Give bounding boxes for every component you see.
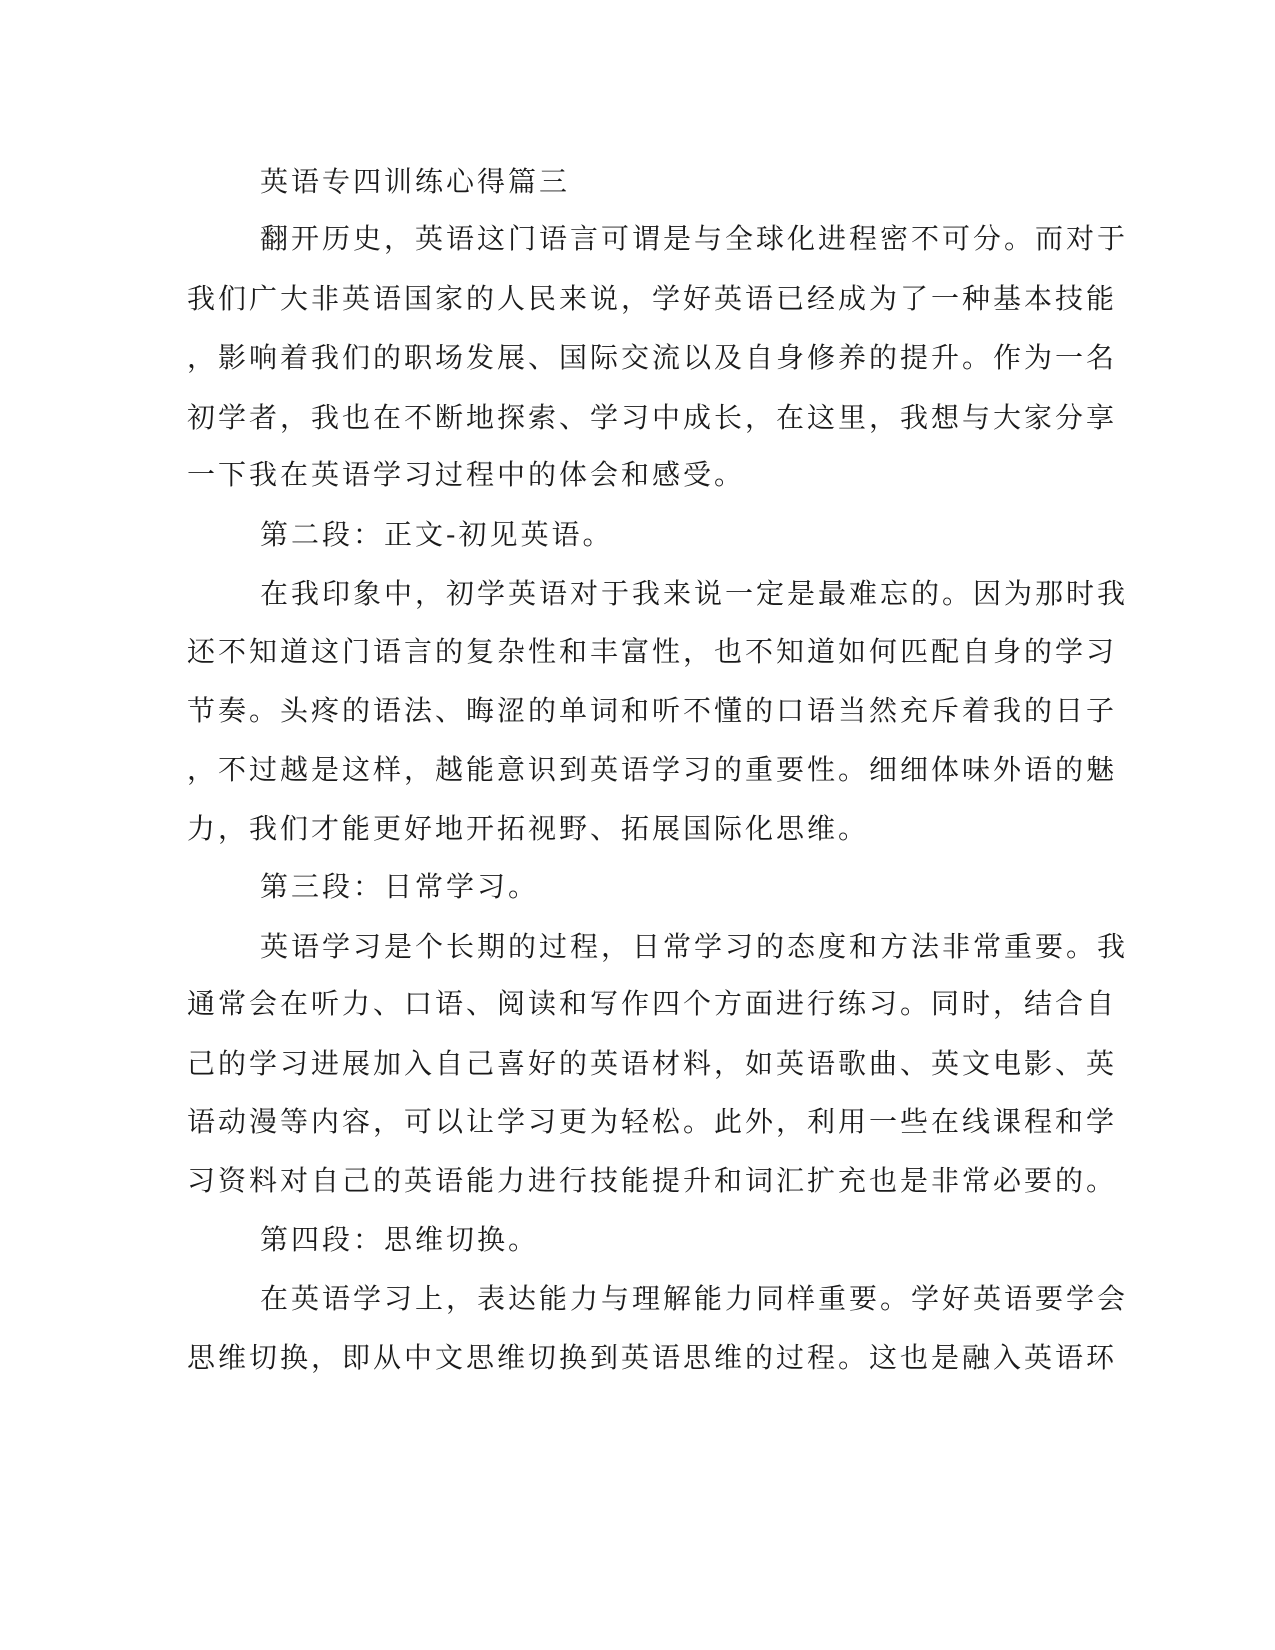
- document-title: 英语专四训练心得篇三: [260, 165, 571, 198]
- paragraph-line: 一下我在英语学习过程中的体会和感受。: [187, 458, 746, 491]
- paragraph-line: 思维切换，即从中文思维切换到英语思维的过程。这也是融入英语环: [187, 1341, 1118, 1374]
- paragraph-line: 通常会在听力、口语、阅读和写作四个方面进行练习。同时，结合自: [187, 987, 1118, 1020]
- paragraph-line: 习资料对自己的英语能力进行技能提升和词汇扩充也是非常必要的。: [187, 1164, 1118, 1197]
- section-heading: 第四段：思维切换。: [260, 1223, 540, 1256]
- paragraph-line: ，影响着我们的职场发展、国际交流以及自身修养的提升。作为一名: [187, 341, 1118, 374]
- paragraph-line: 翻开历史，英语这门语言可谓是与全球化进程密不可分。而对于: [260, 222, 1129, 255]
- paragraph-line: 初学者，我也在不断地探索、学习中成长，在这里，我想与大家分享: [187, 401, 1118, 434]
- paragraph-line: 我们广大非英语国家的人民来说，学好英语已经成为了一种基本技能: [187, 282, 1118, 315]
- paragraph-line: 在我印象中，初学英语对于我来说一定是最难忘的。因为那时我: [260, 577, 1129, 610]
- paragraph-line: 语动漫等内容，可以让学习更为轻松。此外，利用一些在线课程和学: [187, 1105, 1118, 1138]
- section-heading: 第二段：正文-初见英语。: [260, 518, 614, 551]
- paragraph-line: 英语学习是个长期的过程，日常学习的态度和方法非常重要。我: [260, 930, 1129, 963]
- paragraph-line: 还不知道这门语言的复杂性和丰富性，也不知道如何匹配自身的学习: [187, 635, 1118, 668]
- paragraph-line: ，不过越是这样，越能意识到英语学习的重要性。细细体味外语的魅: [187, 753, 1118, 786]
- paragraph-line: 节奏。头疼的语法、晦涩的单词和听不懂的口语当然充斥着我的日子: [187, 694, 1118, 727]
- paragraph-line: 己的学习进展加入自己喜好的英语材料，如英语歌曲、英文电影、英: [187, 1047, 1118, 1080]
- paragraph-line: 在英语学习上，表达能力与理解能力同样重要。学好英语要学会: [260, 1282, 1129, 1315]
- section-heading: 第三段：日常学习。: [260, 870, 540, 903]
- paragraph-line: 力，我们才能更好地开拓视野、拓展国际化思维。: [187, 812, 870, 845]
